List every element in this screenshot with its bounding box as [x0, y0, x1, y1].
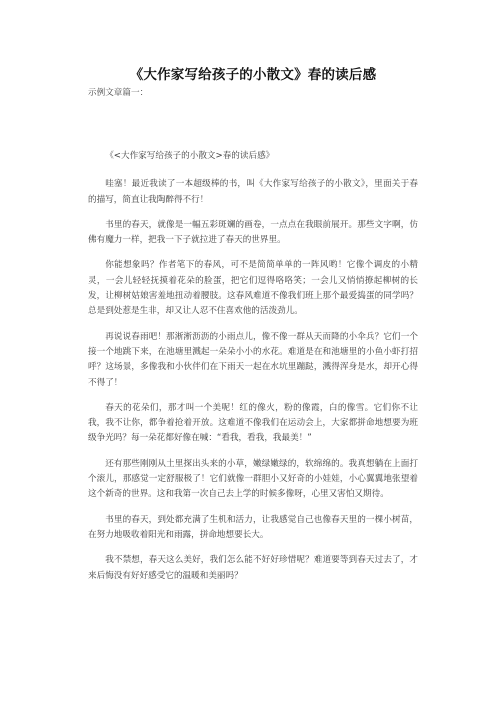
example-label: 示例文章篇一：	[88, 88, 149, 98]
paragraph: 还有那些刚刚从土里探出头来的小草，嫩绿嫩绿的，软绵绵的。我真想躺在上面打个滚儿，那感觉一定舒服极了！它们就像一群胆小又好奇的小娃娃，小心翼翼地张望着这个新奇的世界。这和我第一次自己去上学的时候多像呀，心里又害怕又期待。	[88, 458, 418, 500]
paragraph: 你能想象吗？作者笔下的春风，可不是简简单单的一阵风哟！它像个调皮的小精灵，一会儿轻轻抚摸着花朵的脸蛋，把它们逗得咯咯笑；一会儿又悄悄撩起柳树的长发，让柳树姑娘害羞地扭动着腰肢。这春风难道不像我们班上那个最爱捣蛋的同学吗？总是到处惹是生非，却又让人忍不住喜欢他的活泼劲儿。	[88, 260, 418, 317]
paragraph: 书里的春天，就像是一幅五彩斑斓的画卷，一点点在我眼前展开。那些文字啊，仿佛有魔力一样，把我一下子就拉进了春天的世界里。	[88, 219, 418, 246]
article-heading: 《<大作家写给孩子的小散文>春的读后感》	[105, 151, 275, 161]
paragraph: 哇塞！最近我读了一本超级棒的书，叫《大作家写给孩子的小散文》，里面关于春的描写，简直让我陶醉得不行！	[88, 179, 418, 205]
paragraph: 书里的春天，到处都充满了生机和活力，让我感觉自己也像春天里的一棵小树苗，在努力地吸收着阳光和雨露，拼命地想要长大。	[88, 514, 418, 540]
article-body	[88, 149, 418, 584]
paragraph: 我不禁想，春天这么美好，我们怎么能不好好珍惜呢？难道要等到春天过去了，才来后悔没有好好感受它的温暖和美丽吗？	[88, 555, 418, 581]
paragraph: 春天的花朵们，那才叫一个美呢！红的像火，粉的像霞，白的像雪。它们你不让我，我不让你，都争着抢着开放。这难道不像我们在运动会上，大家都拼命地想要为班级争光吗？每一朵花都好像在喊：“看我，看我，我最美！”	[88, 402, 418, 444]
paragraph: 再说说春雨吧！那淅淅沥沥的小雨点儿，像不像一群从天而降的小伞兵？它们一个接一个地跳下来，在池塘里溅起一朵朵小小的水花。难道是在和池塘里的小鱼小虾打招呼？这场景，多像我和小伙伴们在下雨天一起在水坑里蹦跶，溅得浑身是水，却开心得不得了！	[88, 331, 418, 388]
document-title: 《大作家写给孩子的小散文》春的读后感	[129, 67, 377, 83]
